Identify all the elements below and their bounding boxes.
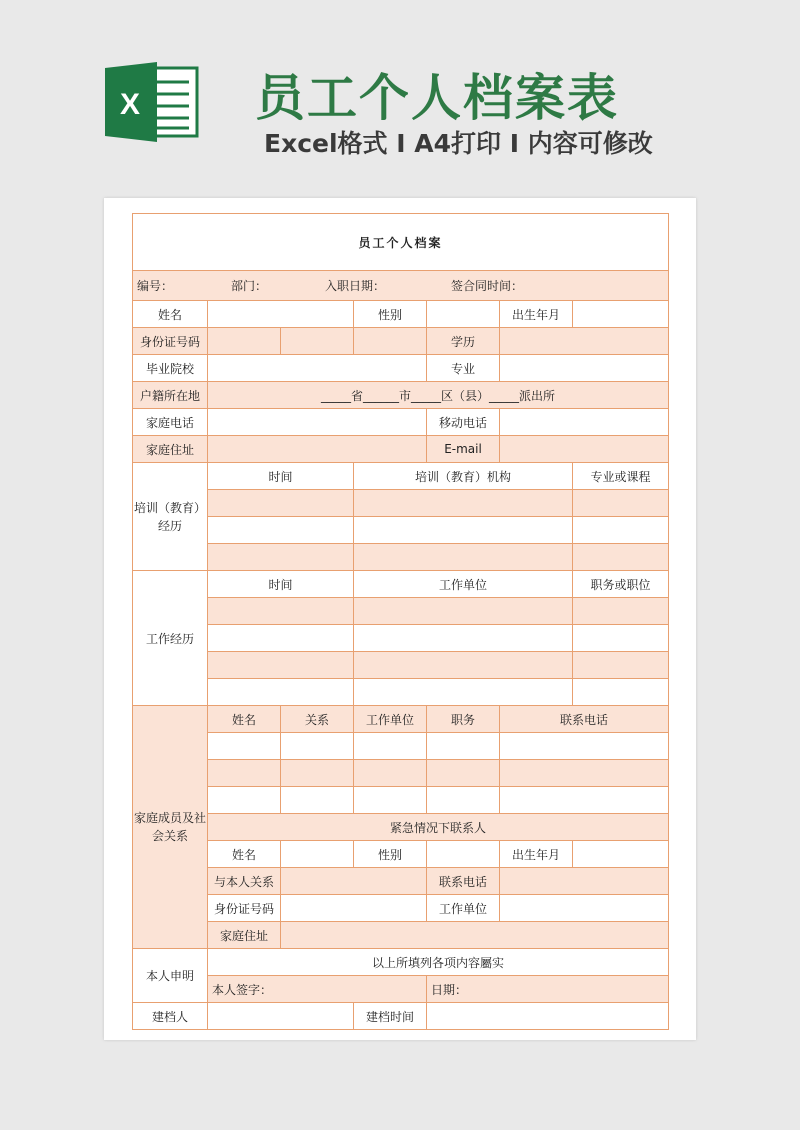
work-cell[interactable] xyxy=(354,679,573,706)
input-school[interactable] xyxy=(208,355,427,382)
work-cell[interactable] xyxy=(354,625,573,652)
training-cell[interactable] xyxy=(208,517,354,544)
work-cell[interactable] xyxy=(354,652,573,679)
input-mobile[interactable] xyxy=(500,409,669,436)
work-cell[interactable] xyxy=(208,625,354,652)
label-declaration: 本人申明 xyxy=(133,949,208,1003)
work-header-company: 工作单位 xyxy=(354,571,573,598)
family-header-name: 姓名 xyxy=(208,706,281,733)
work-cell[interactable] xyxy=(573,598,669,625)
input-major[interactable] xyxy=(500,355,669,382)
training-cell[interactable] xyxy=(208,490,354,517)
label-email: E-mail xyxy=(427,436,500,463)
label-archive-time: 建档时间 xyxy=(354,1003,427,1030)
family-header-phone: 联系电话 xyxy=(500,706,669,733)
label-em-id: 身份证号码 xyxy=(208,895,281,922)
family-cell[interactable] xyxy=(208,787,281,814)
info-department: 部门： xyxy=(231,279,268,293)
label-major: 专业 xyxy=(427,355,500,382)
form-title: 员工个人档案 xyxy=(133,214,669,271)
work-cell[interactable] xyxy=(208,652,354,679)
work-cell[interactable] xyxy=(573,679,669,706)
info-contract-date: 签合同时间： xyxy=(451,279,524,293)
input-em-id[interactable] xyxy=(281,895,427,922)
banner-title: 员工个人档案表 xyxy=(255,69,619,127)
input-birth[interactable] xyxy=(573,301,669,328)
family-cell[interactable] xyxy=(354,760,427,787)
family-cell[interactable] xyxy=(427,733,500,760)
label-filer: 建档人 xyxy=(133,1003,208,1030)
family-cell[interactable] xyxy=(500,733,669,760)
label-em-work: 工作单位 xyxy=(427,895,500,922)
training-cell[interactable] xyxy=(573,544,669,571)
date-label: 日期： xyxy=(431,982,468,997)
label-gender: 性别 xyxy=(354,301,427,328)
label-name: 姓名 xyxy=(133,301,208,328)
work-header-position: 职务或职位 xyxy=(573,571,669,598)
banner xyxy=(0,0,800,200)
training-cell[interactable] xyxy=(208,544,354,571)
input-filer[interactable] xyxy=(208,1003,354,1030)
label-em-birth: 出生年月 xyxy=(500,841,573,868)
input-id-1[interactable] xyxy=(208,328,281,355)
training-header-time: 时间 xyxy=(208,463,354,490)
emergency-title: 紧急情况下联系人 xyxy=(208,814,669,841)
date-field[interactable] xyxy=(427,976,669,1003)
label-family: 家庭成员及社会关系 xyxy=(133,706,208,949)
info-join-date: 入职日期： xyxy=(325,279,386,293)
training-cell[interactable] xyxy=(573,490,669,517)
banner-subtitle: Excel格式 I A4打印 I 内容可修改 xyxy=(264,129,653,158)
input-archive-time[interactable] xyxy=(427,1003,669,1030)
family-cell[interactable] xyxy=(208,760,281,787)
input-em-name[interactable] xyxy=(281,841,354,868)
family-header-company: 工作单位 xyxy=(354,706,427,733)
input-em-birth[interactable] xyxy=(573,841,669,868)
training-header-institution: 培训（教育）机构 xyxy=(354,463,573,490)
input-id-3[interactable] xyxy=(354,328,427,355)
label-em-name: 姓名 xyxy=(208,841,281,868)
logo-letter: X xyxy=(119,88,141,121)
family-cell[interactable] xyxy=(427,787,500,814)
training-cell[interactable] xyxy=(354,490,573,517)
training-header-major: 专业或课程 xyxy=(573,463,669,490)
training-cell[interactable] xyxy=(573,517,669,544)
label-school: 毕业院校 xyxy=(133,355,208,382)
family-cell[interactable] xyxy=(281,733,354,760)
info-number: 编号： xyxy=(137,279,174,293)
info-row xyxy=(133,271,669,301)
family-header-job: 职务 xyxy=(427,706,500,733)
label-em-address: 家庭住址 xyxy=(208,922,281,949)
family-header-relation: 关系 xyxy=(281,706,354,733)
training-cell[interactable] xyxy=(354,517,573,544)
input-home-phone[interactable] xyxy=(208,409,427,436)
label-home-phone: 家庭电话 xyxy=(133,409,208,436)
input-email[interactable] xyxy=(500,436,669,463)
label-mobile: 移动电话 xyxy=(427,409,500,436)
excel-logo-icon xyxy=(103,62,203,142)
input-em-work[interactable] xyxy=(500,895,669,922)
family-cell[interactable] xyxy=(354,787,427,814)
family-cell[interactable] xyxy=(208,733,281,760)
family-cell[interactable] xyxy=(354,733,427,760)
label-home-address: 家庭住址 xyxy=(133,436,208,463)
work-cell[interactable] xyxy=(208,598,354,625)
family-cell[interactable] xyxy=(281,787,354,814)
label-em-phone: 联系电话 xyxy=(427,868,500,895)
work-cell[interactable] xyxy=(573,625,669,652)
label-em-gender: 性别 xyxy=(354,841,427,868)
input-id-2[interactable] xyxy=(281,328,354,355)
label-household: 户籍所在地 xyxy=(133,382,208,409)
input-em-phone[interactable] xyxy=(500,868,669,895)
training-cell[interactable] xyxy=(354,544,573,571)
input-em-gender[interactable] xyxy=(427,841,500,868)
family-cell[interactable] xyxy=(500,760,669,787)
input-household[interactable]: _____省______市_____区（县）_____派出所 xyxy=(208,382,669,409)
family-cell[interactable] xyxy=(281,760,354,787)
work-cell[interactable] xyxy=(573,652,669,679)
signature-label: 本人签字： xyxy=(212,982,273,997)
input-em-address[interactable] xyxy=(281,922,669,949)
employee-form xyxy=(132,213,669,1030)
label-work: 工作经历 xyxy=(133,571,208,706)
input-education[interactable] xyxy=(500,328,669,355)
label-training: 培训（教育）经历 xyxy=(133,463,208,571)
declaration-text: 以上所填列各项内容屬实 xyxy=(208,949,669,976)
label-birth: 出生年月 xyxy=(500,301,573,328)
input-name[interactable] xyxy=(208,301,354,328)
input-gender[interactable] xyxy=(427,301,500,328)
label-education: 学历 xyxy=(427,328,500,355)
family-cell[interactable] xyxy=(427,760,500,787)
signature-field[interactable] xyxy=(208,976,427,1003)
input-home-address[interactable] xyxy=(208,436,427,463)
work-header-time: 时间 xyxy=(208,571,354,598)
family-cell[interactable] xyxy=(500,787,669,814)
label-id-number: 身份证号码 xyxy=(133,328,208,355)
work-cell[interactable] xyxy=(208,679,354,706)
work-cell[interactable] xyxy=(354,598,573,625)
label-em-relation: 与本人关系 xyxy=(208,868,281,895)
input-em-relation[interactable] xyxy=(281,868,427,895)
